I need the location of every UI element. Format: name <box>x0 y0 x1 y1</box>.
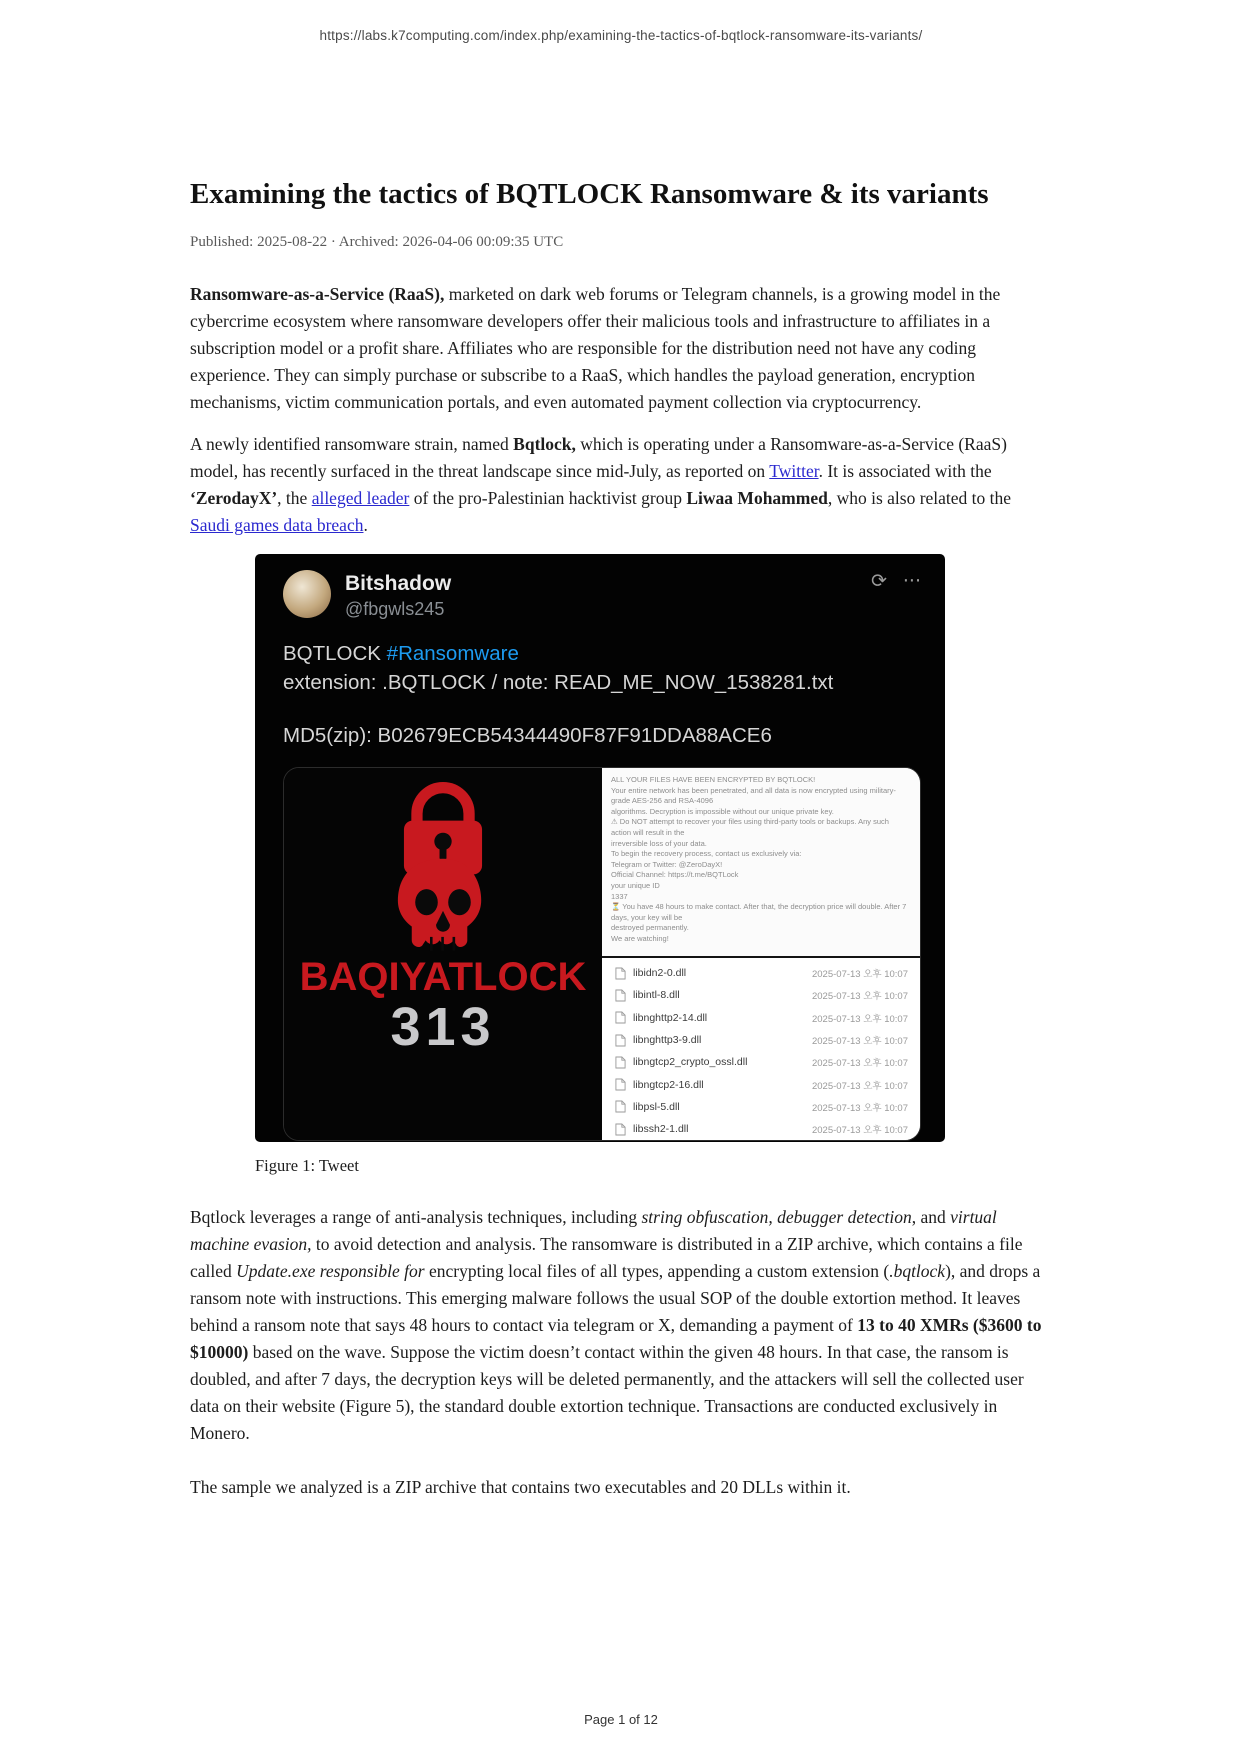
ransom-note-line: Your entire network has been penetrated, and all data is now encrypted using military-grade AES-256 and RSA-4096 <box>611 785 896 806</box>
tweet-actions <box>871 572 921 591</box>
tweet-card <box>255 554 945 1142</box>
inline-link[interactable]: Saudi games data breach <box>190 515 364 535</box>
paragraph-raas-intro <box>190 281 1054 416</box>
inline-link[interactable]: Twitter <box>769 461 819 481</box>
document-icon <box>615 1034 626 1047</box>
file-list-row <box>602 962 920 984</box>
inline-link[interactable]: alleged leader <box>311 488 410 508</box>
file-name: libssh2-1.dll <box>633 1123 689 1136</box>
figure-tweet-screenshot <box>255 554 1054 1142</box>
document-icon <box>615 1056 626 1069</box>
ransom-note-line: 1337 <box>611 891 628 901</box>
ransom-note-line: ⏳ You have 48 hours to make contact. After that, the decryption price will double. After 7 days, your key will be <box>611 902 907 922</box>
tweet-text-line-2: extension: .BQTLOCK / note: READ_ME_NOW_1538281.txt <box>283 671 834 694</box>
ransom-note-line: ⚠ Do NOT attempt to recover your files using third-party tools or backups. Any such action will result in the <box>611 817 889 837</box>
text-segment: which is operating under a Ransomware-as-a-Service (RaaS) model, has recently surfaced in the threat landscape since mid-July, as reported on <box>190 434 1007 481</box>
ransom-note-line: We are watching! <box>611 933 669 943</box>
text-segment: , who is also related to the <box>827 488 1012 508</box>
file-name: libidn2-0.dll <box>633 967 687 980</box>
text-segment: ‘ZerodayX’ <box>190 488 278 508</box>
tweet-md5-line: MD5(zip): B02679ECB54344490F87F91DDA88ACE6 <box>283 724 772 747</box>
ransom-note-and-files-panel <box>602 768 920 1140</box>
file-modified-date: 2025-07-13 오후 10:07 <box>811 991 908 1003</box>
text-segment: based on the wave. Suppose the victim doesn’t contact within the given 48 hours. In that case, the ransom is doubled, and after 7 days, the decryption keys will be deleted permanently, and the attackers will sell the collected user data on their website (Figure 5), the standard double extortion technique. Transactions are conducted exclusively in Monero. <box>190 1342 1024 1443</box>
ransom-note-line: ALL YOUR FILES HAVE BEEN ENCRYPTED BY BQTLOCK! <box>611 775 816 784</box>
text-segment: to avoid detection and analysis. The ransomware is distributed in a ZIP archive, which contains a file called <box>190 1234 1023 1281</box>
baqiyatlock-number: 313 <box>390 997 496 1057</box>
skull-padlock-icon <box>369 772 517 956</box>
tweet-text-plain: BQTLOCK <box>283 642 387 665</box>
ransom-note-line: To begin the recovery process, contact us exclusively via: <box>611 849 802 859</box>
file-name: libpsl-5.dll <box>633 1100 680 1113</box>
document-icon <box>615 1011 626 1024</box>
file-list-row <box>602 1029 920 1051</box>
figure-caption: Figure 1: Tweet <box>255 1156 359 1175</box>
file-name: libnghttp3-9.dll <box>633 1034 702 1047</box>
text-segment: . It is associated with the <box>818 461 992 481</box>
avatar <box>283 570 331 618</box>
tweet-display-name: Bitshadow <box>345 572 452 595</box>
repost-icon: ⟳ <box>870 570 887 592</box>
archive-source-url: https://labs.k7computing.com/index.php/examining-the-tactics-of-bqtlock-ransomware-its-variants/ <box>319 28 923 43</box>
file-modified-date: 2025-07-13 오후 10:07 <box>811 1102 908 1114</box>
text-segment: A newly identified ransomware strain, named <box>190 434 514 454</box>
ransom-note-line: irreversible loss of your data. <box>611 838 707 848</box>
file-list-row <box>602 984 920 1006</box>
baqiyatlock-branding-panel <box>284 768 602 1140</box>
text-segment: Ransomware-as-a-Service (RaaS), <box>190 284 445 304</box>
text-segment: Update.exe responsible for <box>236 1261 425 1281</box>
ransom-note-line: Official Channel: https://t.me/BQTLock <box>611 870 739 880</box>
ransom-note-line: Telegram or Twitter: @ZeroDayX! <box>611 859 723 869</box>
ransom-note-line: destroyed permanently. <box>611 923 689 933</box>
page-number: Page 1 of 12 <box>584 1712 658 1727</box>
baqiyatlock-wordmark: BAQIYATLOCK <box>299 955 587 999</box>
document-icon <box>615 989 626 1002</box>
file-name: libnghttp2-14.dll <box>633 1011 708 1024</box>
page-title: Examining the tactics of BQTLOCK Ransomware & its variants <box>190 178 989 210</box>
file-name: libngtcp2-16.dll <box>633 1078 704 1091</box>
file-list-row <box>602 1118 920 1140</box>
file-list-row <box>602 1007 920 1029</box>
paragraph-anti-analysis <box>190 1204 1054 1447</box>
hashtag-ransomware: #Ransomware <box>386 642 519 665</box>
document-icon <box>615 1078 626 1091</box>
text-segment: virtual machine evasion, <box>190 1207 997 1254</box>
file-modified-date: 2025-07-13 오후 10:07 <box>811 1080 908 1092</box>
file-list-row <box>602 1096 920 1118</box>
document-icon <box>615 1123 626 1136</box>
text-segment: encrypting local files of all types, appending a custom extension ( <box>424 1261 890 1281</box>
document-icon <box>615 1100 626 1113</box>
file-list-row <box>602 1051 920 1073</box>
ransom-note-line: your unique ID <box>611 880 660 890</box>
tweet-handle: @fbgwls245 <box>345 599 445 619</box>
tweet-attached-image <box>283 767 921 1141</box>
file-modified-date: 2025-07-13 오후 10:07 <box>811 1013 908 1025</box>
file-modified-date: 2025-07-13 오후 10:07 <box>811 1125 908 1137</box>
text-segment: 13 to 40 XMRs ($3600 to $10000) <box>190 1315 1042 1362</box>
text-segment: .bqtlock <box>889 1261 946 1281</box>
text-segment: , and <box>911 1207 951 1227</box>
tweet-text-line-1 <box>283 639 921 668</box>
text-segment: Bqtlock, <box>513 434 576 454</box>
text-segment: ), and drops a ransom note with instructions. This emerging malware follows the usual SOP of the double extortion method. It leaves behind a ransom note that says 48 hours to contact via telegram or X, demanding a payment of <box>190 1261 1041 1335</box>
text-segment: The sample we analyzed is a ZIP archive that contains two executables and 20 DLLs within it. <box>190 1477 851 1497</box>
text-segment: . <box>363 515 368 535</box>
text-segment: Liwaa Mohammed <box>686 488 828 508</box>
more-icon: ··· <box>902 570 921 592</box>
article-content <box>190 176 1054 1516</box>
text-segment: Bqtlock leverages a range of anti-analysis techniques, including <box>190 1207 642 1227</box>
file-list-row <box>602 1073 920 1095</box>
text-segment: string obfuscation, debugger detection <box>641 1207 912 1227</box>
file-modified-date: 2025-07-13 오후 10:07 <box>811 1058 908 1070</box>
dll-file-list <box>602 958 920 1140</box>
file-name: libintl-8.dll <box>633 989 680 1002</box>
tweet-header <box>283 570 921 621</box>
document-icon <box>615 967 626 980</box>
published-archived-meta: Published: 2025-08-22 · Archived: 2026-04-06 00:09:35 UTC <box>190 234 564 250</box>
text-segment: of the pro-Palestinian hacktivist group <box>409 488 687 508</box>
text-segment: , the <box>277 488 312 508</box>
text-segment: marketed on dark web forums or Telegram channels, is a growing model in the cybercrime ecosystem where ransomware developers offer their malicious tools and infrastructure to affiliates in a subscription model or a profit share. Affiliates who are responsible for the distribution need not have any coding experience. They can simply purchase or subscribe to a RaaS, which handles the payload generation, encryption mechanisms, victim communication portals, and even automated payment collection via cryptocurrency. <box>190 284 1001 412</box>
ransom-note-line: algorithms. Decryption is impossible without our unique private key. <box>611 806 834 816</box>
ransom-note <box>602 768 920 956</box>
paragraph-bqtlock-strain <box>190 431 1054 539</box>
file-name: libngtcp2_crypto_ossl.dll <box>633 1056 748 1069</box>
paragraph-sample-contents <box>190 1474 1054 1501</box>
file-modified-date: 2025-07-13 오후 10:07 <box>811 969 908 981</box>
file-modified-date: 2025-07-13 오후 10:07 <box>811 1036 908 1048</box>
tweet-author <box>345 570 871 621</box>
